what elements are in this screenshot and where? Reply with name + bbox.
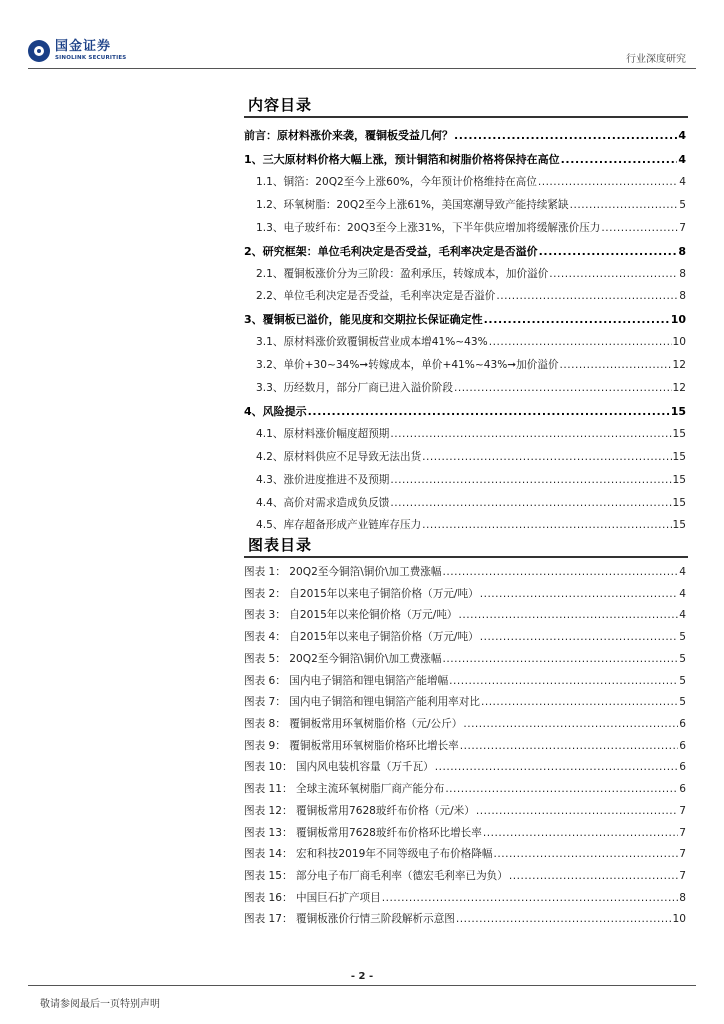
toc-dot-leader — [560, 359, 672, 372]
toc-dot-leader — [454, 129, 677, 142]
figure-dot-leader — [442, 566, 678, 579]
figure-entry-page: 5 — [679, 675, 686, 687]
toc-entry[interactable] — [244, 308, 686, 326]
figure-entry-page: 6 — [679, 761, 686, 773]
toc-dot-leader — [601, 222, 678, 235]
toc-entry[interactable] — [244, 469, 686, 487]
toc-dot-leader — [496, 290, 678, 303]
figure-entry-page: 5 — [679, 653, 686, 665]
figure-entry-label: 图表 11： 全球主流环氧树脂厂商产能分布 — [244, 783, 445, 795]
toc-dot-leader — [539, 245, 678, 258]
toc-entry[interactable] — [244, 331, 686, 349]
toc-dot-leader — [390, 497, 671, 510]
figure-entry-page: 6 — [679, 718, 686, 730]
toc-entry-page: 15 — [672, 519, 686, 531]
figure-dot-leader — [493, 848, 678, 861]
company-logo — [28, 40, 126, 62]
header-divider — [28, 68, 696, 69]
figure-dot-leader — [459, 609, 679, 622]
toc-entry-page: 5 — [679, 199, 686, 211]
toc-entry[interactable] — [244, 354, 686, 372]
toc-dot-leader — [454, 382, 672, 395]
figure-entry-label: 图表 2： 自2015年以来电子铜箔价格（万元/吨） — [244, 588, 479, 600]
figure-dot-leader — [463, 718, 678, 731]
figure-entry[interactable] — [244, 908, 686, 926]
figure-entry[interactable] — [244, 735, 686, 753]
figure-entry-page: 7 — [679, 827, 686, 839]
figure-entry[interactable] — [244, 887, 686, 905]
figure-entry[interactable] — [244, 778, 686, 796]
figure-entry[interactable] — [244, 604, 686, 622]
figure-entry-page: 6 — [679, 783, 686, 795]
figure-entry[interactable] — [244, 865, 686, 883]
toc-entry-page: 8 — [679, 268, 686, 280]
contents-title-rule — [244, 116, 688, 118]
report-type-label: 行业深度研究 — [626, 54, 686, 65]
toc-dot-leader — [570, 199, 679, 212]
figure-entry[interactable] — [244, 648, 686, 666]
figure-entry[interactable] — [244, 626, 686, 644]
figure-entry-page: 4 — [679, 609, 686, 621]
toc-entry-page: 10 — [672, 336, 686, 348]
figure-entry-page: 6 — [679, 740, 686, 752]
figure-entry-label: 图表 4： 自2015年以来电子铜箔价格（万元/吨） — [244, 631, 479, 643]
figure-entry[interactable] — [244, 561, 686, 579]
figure-dot-leader — [442, 653, 678, 666]
toc-entry-label: 前言：原材料涨价来袭，覆铜板受益几何？ — [244, 129, 453, 142]
figure-dot-leader — [483, 827, 678, 840]
toc-dot-leader — [561, 153, 678, 166]
figure-dot-leader — [456, 913, 672, 926]
figure-dot-leader — [476, 805, 678, 818]
toc-entry-page: 8 — [678, 245, 686, 258]
toc-entry[interactable] — [244, 217, 686, 235]
toc-entry[interactable] — [244, 514, 686, 532]
figure-entry[interactable] — [244, 583, 686, 601]
figure-dot-leader — [445, 783, 678, 796]
figure-entry-page: 8 — [679, 892, 686, 904]
figure-entry-page: 5 — [679, 631, 686, 643]
toc-entry[interactable] — [244, 124, 686, 142]
logo-emblem-icon — [28, 40, 50, 62]
figure-entry[interactable] — [244, 800, 686, 818]
figure-entry-label: 图表 15： 部分电子布厂商毛利率（德宏毛利率已为负） — [244, 870, 508, 882]
toc-entry-label: 3.1、原材料涨价致覆铜板营业成本增41%~43% — [256, 336, 488, 348]
figure-entry-label: 图表 9： 覆铜板常用环氧树脂价格环比增长率 — [244, 740, 459, 752]
toc-entry-label: 4、风险提示 — [244, 405, 307, 418]
toc-entry-page: 7 — [679, 222, 686, 234]
toc-entry-label: 1.2、环氧树脂：20Q2至今上涨61%，美国寒潮导致产能持续紧缺 — [256, 199, 569, 211]
toc-entry-label: 3.2、单价+30~34%➞转嫁成本，单价+41%~43%➞加价溢价 — [256, 359, 559, 371]
toc-entry-label: 1.3、电子玻纤布：20Q3至今上涨31%，下半年供应增加将缓解涨价压力 — [256, 222, 601, 234]
figure-dot-leader — [480, 631, 679, 644]
figure-entry-label: 图表 14： 宏和科技2019年不同等级电子布价格降幅 — [244, 848, 493, 860]
toc-entry-label: 4.1、原材料涨价幅度超预期 — [256, 428, 390, 440]
figure-entry-page: 5 — [679, 696, 686, 708]
toc-entry[interactable] — [244, 423, 686, 441]
toc-entry-label: 1.1、铜箔：20Q2至今上涨60%，今年预计价格维持在高位 — [256, 176, 537, 188]
toc-entry-label: 2.1、覆铜板涨价分为三阶段：盈利承压，转嫁成本，加价溢价 — [256, 268, 549, 280]
figure-entry[interactable] — [244, 822, 686, 840]
logo-english-name: SINOLINK SECURITIES — [55, 55, 127, 62]
toc-entry-page: 15 — [672, 497, 686, 509]
figure-entry-label: 图表 10： 国内风电装机容量（万千瓦） — [244, 761, 434, 773]
toc-entry-page: 15 — [670, 405, 686, 418]
footer-divider — [28, 985, 696, 986]
figures-title: 图表目录 — [248, 536, 313, 554]
figures-title-rule — [244, 556, 688, 558]
figure-dot-leader — [481, 696, 678, 709]
figure-entry[interactable] — [244, 670, 686, 688]
page-number: - 2 - — [350, 971, 374, 982]
toc-entry-page: 10 — [670, 313, 686, 326]
figure-entry[interactable] — [244, 756, 686, 774]
toc-dot-leader — [549, 268, 678, 281]
toc-dot-leader — [422, 519, 671, 532]
toc-dot-leader — [489, 336, 672, 349]
toc-entry-label: 2、研究框架：单位毛利决定是否受益，毛利率决定是否溢价 — [244, 245, 538, 258]
figure-entry-page: 4 — [679, 588, 686, 600]
figure-dot-leader — [509, 870, 678, 883]
toc-entry[interactable] — [244, 240, 686, 258]
toc-entry-page: 4 — [678, 153, 686, 166]
toc-entry[interactable] — [244, 263, 686, 281]
toc-entry-label: 1、三大原材料价格大幅上涨，预计铜箔和树脂价格将保持在高位 — [244, 153, 560, 166]
toc-entry[interactable] — [244, 400, 686, 418]
figure-entry-label: 图表 7： 国内电子铜箔和锂电铜箔产能利用率对比 — [244, 696, 480, 708]
toc-entry[interactable] — [244, 148, 686, 166]
figure-entry-label: 图表 6： 国内电子铜箔和锂电铜箔产能增幅 — [244, 675, 449, 687]
toc-dot-leader — [390, 474, 671, 487]
figure-entry-page: 7 — [679, 848, 686, 860]
figure-entry-page: 7 — [679, 870, 686, 882]
toc-entry-page: 15 — [672, 451, 686, 463]
figure-entry-page: 7 — [679, 805, 686, 817]
toc-entry-label: 4.2、原材料供应不足导致无法出货 — [256, 451, 422, 463]
figure-dot-leader — [480, 588, 679, 601]
toc-dot-leader — [422, 451, 671, 464]
toc-entry[interactable] — [244, 377, 686, 395]
toc-entry-page: 15 — [672, 428, 686, 440]
toc-entry-page: 8 — [679, 290, 686, 302]
toc-dot-leader — [538, 176, 678, 189]
figure-entry[interactable] — [244, 691, 686, 709]
toc-entry-label: 2.2、单位毛利决定是否受益，毛利率决定是否溢价 — [256, 290, 496, 302]
figure-dot-leader — [382, 892, 679, 905]
figure-dot-leader — [460, 740, 678, 753]
disclaimer-note: 敬请参阅最后一页特别声明 — [40, 999, 160, 1010]
figure-entry-label: 图表 12： 覆铜板常用7628玻纤布价格（元/米） — [244, 805, 475, 817]
toc-entry-page: 12 — [672, 382, 686, 394]
toc-entry[interactable] — [244, 285, 686, 303]
toc-entry[interactable] — [244, 492, 686, 510]
figure-entry-page: 10 — [672, 913, 686, 925]
toc-entry[interactable] — [244, 194, 686, 212]
figure-entry[interactable] — [244, 843, 686, 861]
figure-entry-label: 图表 8： 覆铜板常用环氧树脂价格（元/公斤） — [244, 718, 463, 730]
toc-entry[interactable] — [244, 446, 686, 464]
toc-entry-label: 4.4、高价对需求造成负反馈 — [256, 497, 390, 509]
figure-entry-label: 图表 16： 中国巨石扩产项目 — [244, 892, 381, 904]
toc-dot-leader — [484, 313, 670, 326]
toc-entry-page: 4 — [678, 129, 686, 142]
toc-dot-leader — [390, 428, 671, 441]
logo-chinese-name: 国金证券 — [55, 39, 112, 55]
toc-entry[interactable] — [244, 171, 686, 189]
figure-entry-label: 图表 17： 覆铜板涨价行情三阶段解析示意图 — [244, 913, 455, 925]
toc-entry-label: 3、覆铜板已溢价，能见度和交期拉长保证确定性 — [244, 313, 483, 326]
figure-dot-leader — [435, 761, 679, 774]
toc-entry-label: 3.3、历经数月，部分厂商已进入溢价阶段 — [256, 382, 453, 394]
toc-entry-label: 4.5、库存超备形成产业链库存压力 — [256, 519, 422, 531]
figure-entry-label: 图表 5： 20Q2至今铜箔\铜价\加工费涨幅 — [244, 653, 442, 665]
toc-entry-page: 4 — [679, 176, 686, 188]
figure-entry-label: 图表 3： 自2015年以来伦铜价格（万元/吨） — [244, 609, 458, 621]
figure-entry-page: 4 — [679, 566, 686, 578]
contents-title: 内容目录 — [248, 96, 313, 114]
toc-dot-leader — [308, 405, 670, 418]
figure-entry-label: 图表 1： 20Q2至今铜箔\铜价\加工费涨幅 — [244, 566, 442, 578]
toc-entry-label: 4.3、涨价进度推进不及预期 — [256, 474, 390, 486]
toc-entry-page: 12 — [672, 359, 686, 371]
page-header — [0, 0, 724, 80]
figure-entry[interactable] — [244, 713, 686, 731]
toc-entry-page: 15 — [672, 474, 686, 486]
figure-dot-leader — [449, 675, 678, 688]
figure-entry-label: 图表 13： 覆铜板常用7628玻纤布价格环比增长率 — [244, 827, 482, 839]
